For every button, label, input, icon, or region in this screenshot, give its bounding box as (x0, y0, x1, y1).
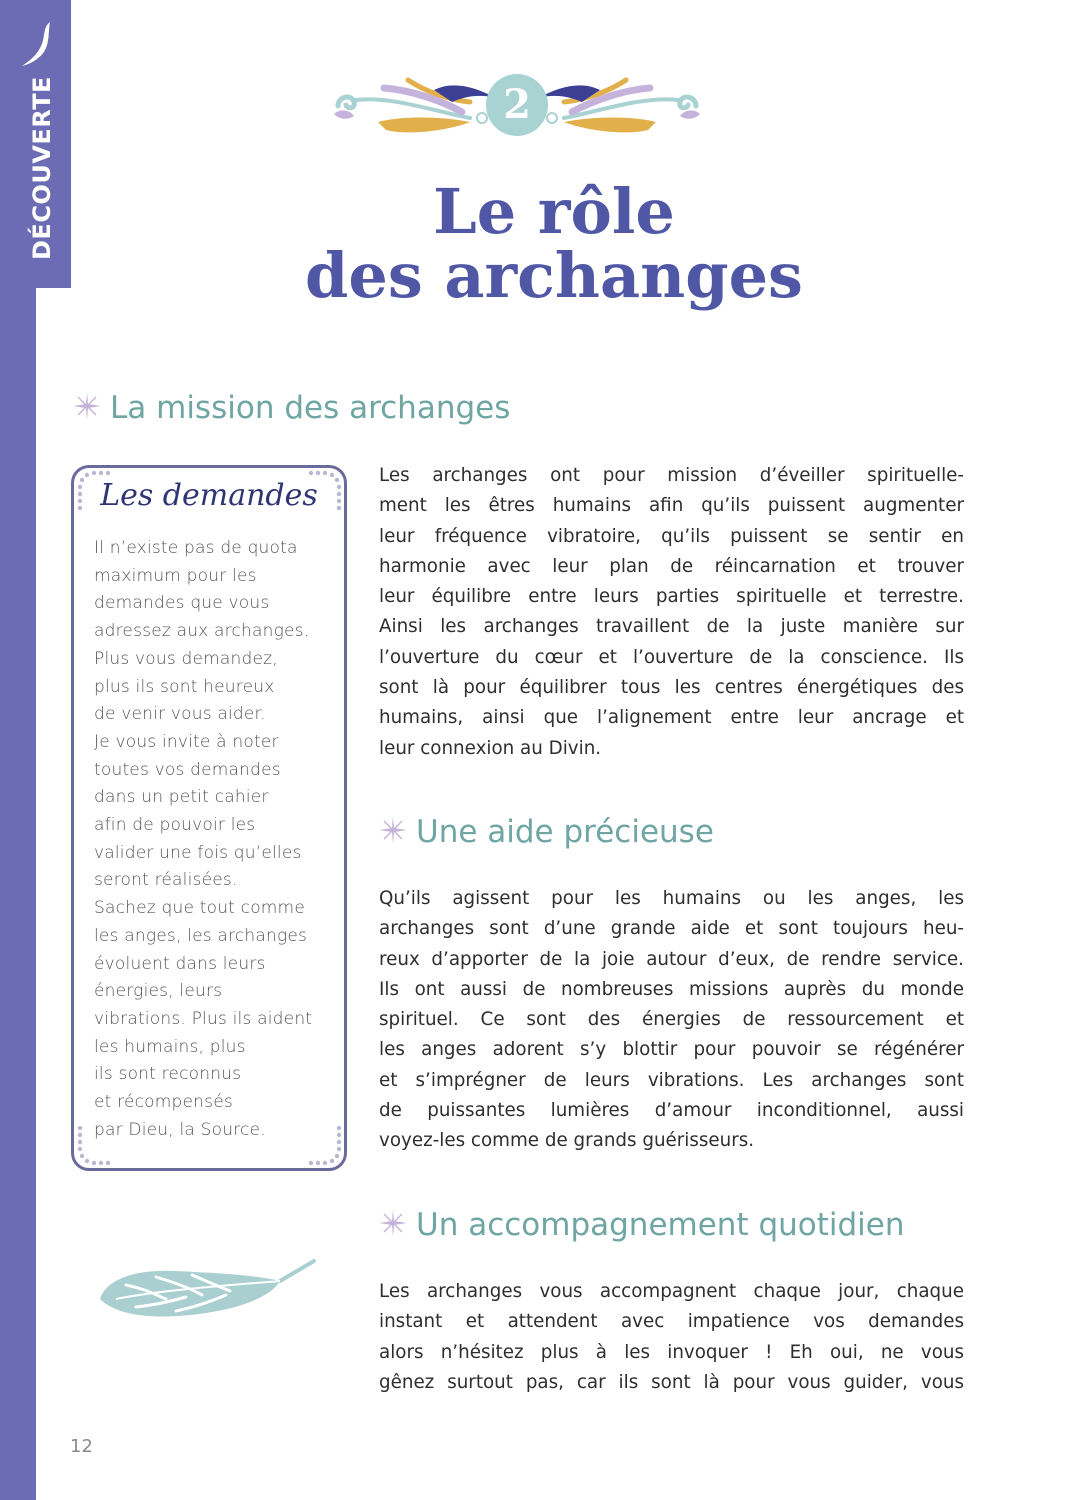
section-heading-accompagnement (378, 1207, 905, 1243)
callout-line: Sachez que tout comme (94, 898, 305, 919)
callout-line: demandes que vous (94, 593, 270, 614)
callout-line: seront réalisées. (94, 870, 238, 891)
section-paragraph-accompagnement (379, 1277, 964, 1398)
feather-icon (20, 20, 54, 70)
paragraph-line: archanges sont d’une grande aide et sont toujours heu- (379, 918, 964, 940)
paragraph-line: ment les êtres humains afin qu’ils puissent augmenter (379, 495, 964, 517)
callout-line: énergies, leurs (94, 981, 223, 1002)
callout-line: vibrations. Plus ils aident (94, 1008, 313, 1029)
paragraph-line: spirituel. Ce sont des énergies de ressourcement et (379, 1009, 964, 1031)
callout-line: Il n’existe pas de quota (94, 538, 298, 558)
paragraph-line: gênez surtout pas, car ils sont là pour vous guider, vous (379, 1371, 964, 1393)
paragraph-line: reux d’apporter de la joie autour d’eux, de rendre service. (379, 948, 964, 970)
paragraph-line: Ainsi les archanges travaillent de la juste manière sur (379, 616, 964, 638)
callout-line: Je vous invite à noter (94, 731, 279, 752)
paragraph-line: voyez-les comme de grands guérisseurs. (379, 1130, 755, 1152)
callout-line: dans un petit cahier (94, 787, 269, 808)
section-heading-text: Un accompagnement quotidien (416, 1207, 905, 1243)
paragraph-line: sont là pour équilibrer tous les centres énergétiques des (379, 677, 964, 699)
paragraph-line: humains, ainsi que l’alignement entre leur ancrage et (379, 707, 964, 729)
callout-title: Les demandes (100, 478, 318, 513)
callout-line: toutes vos demandes (94, 759, 281, 780)
callout-line: Plus vous demandez, (94, 648, 278, 669)
paragraph-line: harmonie avec leur plan de réincarnation et trouver (379, 555, 964, 577)
callout-line: afin de pouvoir les (94, 815, 256, 836)
callout-line: les humains, plus (94, 1036, 246, 1057)
title-line-1: Le rôle (433, 175, 675, 248)
page-number: 12 (70, 1436, 93, 1457)
callout-line: ils sont reconnus (94, 1064, 242, 1085)
callout-line: valider une fois qu’elles (94, 842, 302, 863)
paragraph-line: instant et attendent avec impatience vos demandes (379, 1311, 964, 1333)
paragraph-line: alors n’hésitez plus à les invoquer ! Eh oui, ne vous (379, 1341, 964, 1363)
callout-line: et récompensés (94, 1092, 233, 1113)
paragraph-line: Ils ont aussi de nombreuses missions auprès du monde (379, 978, 964, 1000)
paragraph-line: et s’imprégner de leurs vibrations. Les archanges sont (379, 1069, 964, 1091)
paragraph-line: leur connexion au Divin. (379, 737, 602, 759)
section-paragraph-mission (379, 461, 964, 764)
callout-line: adressez aux archanges. (94, 621, 310, 642)
section-heading-text: Une aide précieuse (416, 814, 714, 850)
paragraph-line: de puissantes lumières d’amour inconditionnel, aussi (379, 1100, 964, 1122)
paragraph-line: Les archanges vous accompagnent chaque jour, chaque (379, 1281, 964, 1302)
section-paragraph-aide (379, 884, 964, 1157)
paragraph-line: Qu’ils agissent pour les humains ou les anges, les (379, 888, 964, 909)
paragraph-line: l’ouverture du cœur et l’ouverture de la conscience. Ils (379, 646, 964, 668)
sparkle-icon (378, 815, 408, 845)
callout-line: les anges, les archanges (94, 925, 308, 946)
sparkle-icon (72, 391, 102, 421)
section-label: DÉCOUVERTE (28, 76, 56, 260)
callout-line: maximum pour les (94, 565, 257, 586)
callout-line: par Dieu, la Source. (94, 1119, 266, 1140)
paragraph-line: leur équilibre entre leurs parties spirituelle et terrestre. (379, 586, 964, 608)
paragraph-line: Les archanges ont pour mission d’éveiller spirituelle- (379, 465, 964, 486)
feather-icon (96, 1255, 318, 1325)
section-heading-text: La mission des archanges (110, 390, 511, 426)
sparkle-icon (378, 1208, 408, 1238)
chapter-number-badge: 2 (486, 74, 548, 136)
callout-line: plus ils sont heureux (94, 676, 275, 697)
paragraph-line: leur fréquence vibratoire, qu’ils puissent se sentir en (379, 525, 964, 547)
paragraph-line: les anges adorent s’y blottir pour pouvoir se régénérer (379, 1039, 964, 1061)
callout-text (94, 535, 334, 1144)
page-title (36, 175, 1072, 312)
callout-line: évoluent dans leurs (94, 953, 266, 974)
title-line-2: des archanges (305, 239, 803, 312)
callout-line: de venir vous aider. (94, 704, 266, 725)
section-heading-mission (72, 390, 510, 426)
section-heading-aide (378, 814, 714, 850)
